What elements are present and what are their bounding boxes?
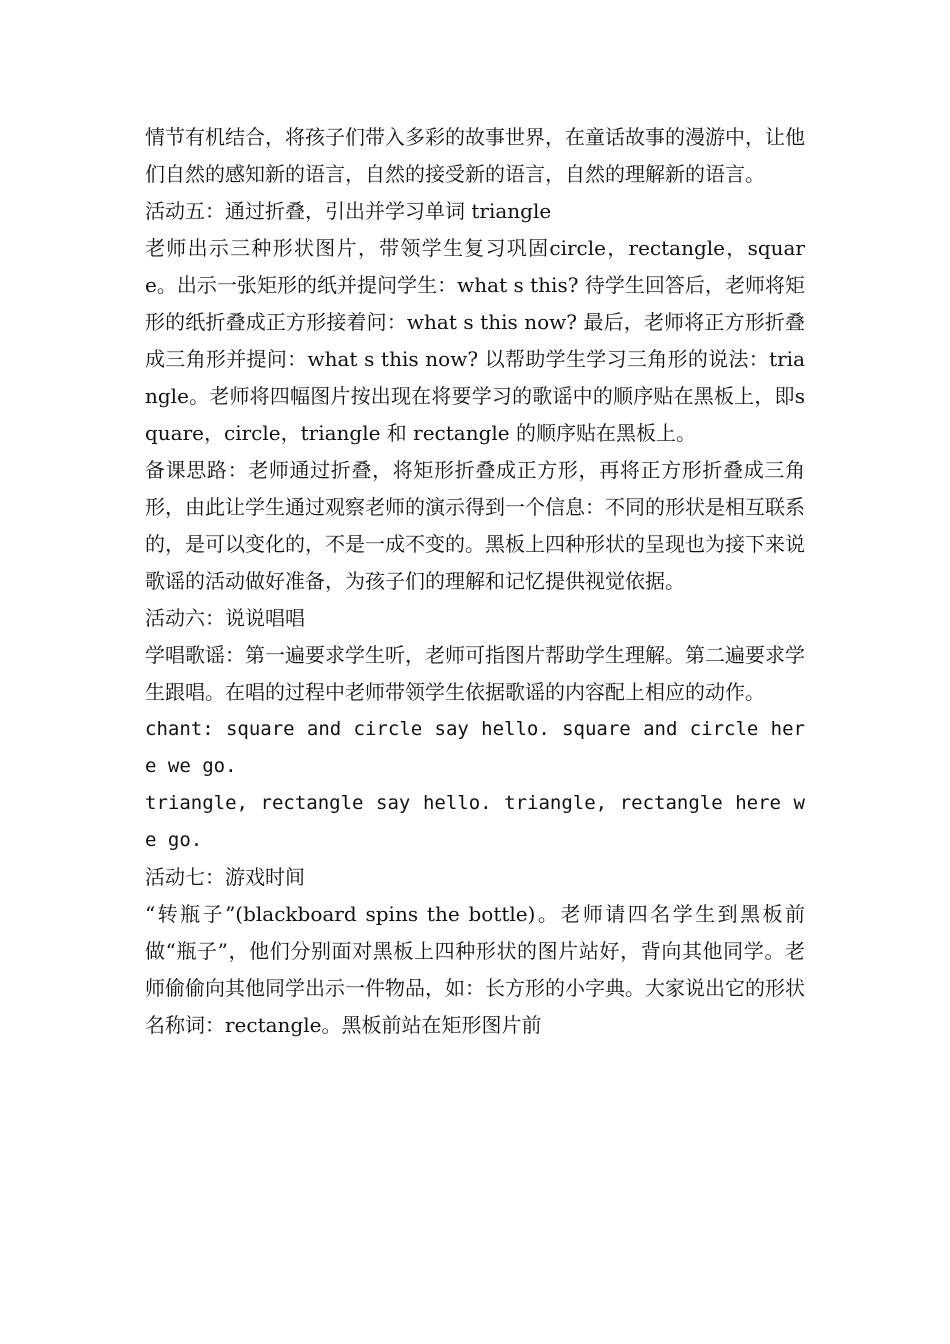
chant-line-two: triangle, rectangle say hello. triangle, rectangle here we go. xyxy=(145,792,805,851)
paragraph-story-intro: 情节有机结合，将孩子们带入多彩的故事世界，在童话故事的漫游中，让他们自然的感知新的语言，自然的接受新的语言，自然的理解新的语言。 xyxy=(145,125,805,186)
heading-activity-six: 活动六：说说唱唱 xyxy=(145,606,305,630)
document-body xyxy=(145,119,805,1044)
paragraph-chant-instructions: 学唱歌谣：第一遍要求学生听，老师可指图片帮助学生理解。第二遍要求学生跟唱。在唱的过程中老师带领学生依据歌谣的内容配上相应的动作。 xyxy=(145,643,805,704)
paragraph-lesson-rationale: 备课思路：老师通过折叠，将矩形折叠成正方形，再将正方形折叠成三角形，由此让学生通过观察老师的演示得到一个信息：不同的形状是相互联系的，是可以变化的，不是一成不变的。黑板上四种形状的呈现也为接下来说歌谣的活动做好准备，为孩子们的理解和记忆提供视觉依据。 xyxy=(145,458,805,593)
heading-activity-five: 活动五：通过折叠，引出并学习单词 triangle xyxy=(145,199,552,223)
chant-line-one: chant: square and circle say hello. square and circle here we go. xyxy=(145,718,805,777)
paragraph-activity-five-steps: 老师出示三种形状图片，带领学生复习巩固circle，rectangle，square。出示一张矩形的纸并提问学生：what s this? 待学生回答后，老师将矩形的纸折叠成正方形接着问：what s this now? 最后，老师将正方形折叠成三角形并提问：what s this now? 以帮助学生学习三角形的说法：triangle。老师将四幅图片按出现在将要学习的歌谣中的顺序贴在黑板上，即square，circle，triangle 和 rectangle 的顺序贴在黑板上。 xyxy=(145,236,805,445)
heading-activity-seven: 活动七：游戏时间 xyxy=(145,865,305,889)
paragraph-game-description: “转瓶子”(blackboard spins the bottle)。老师请四名学生到黑板前做“瓶子”，他们分别面对黑板上四种形状的图片站好，背向其他同学。老师偷偷向其他同学出示一件物品，如：长方形的小字典。大家说出它的形状名称词：rectangle。黑板前站在矩形图片前 xyxy=(145,902,805,1037)
